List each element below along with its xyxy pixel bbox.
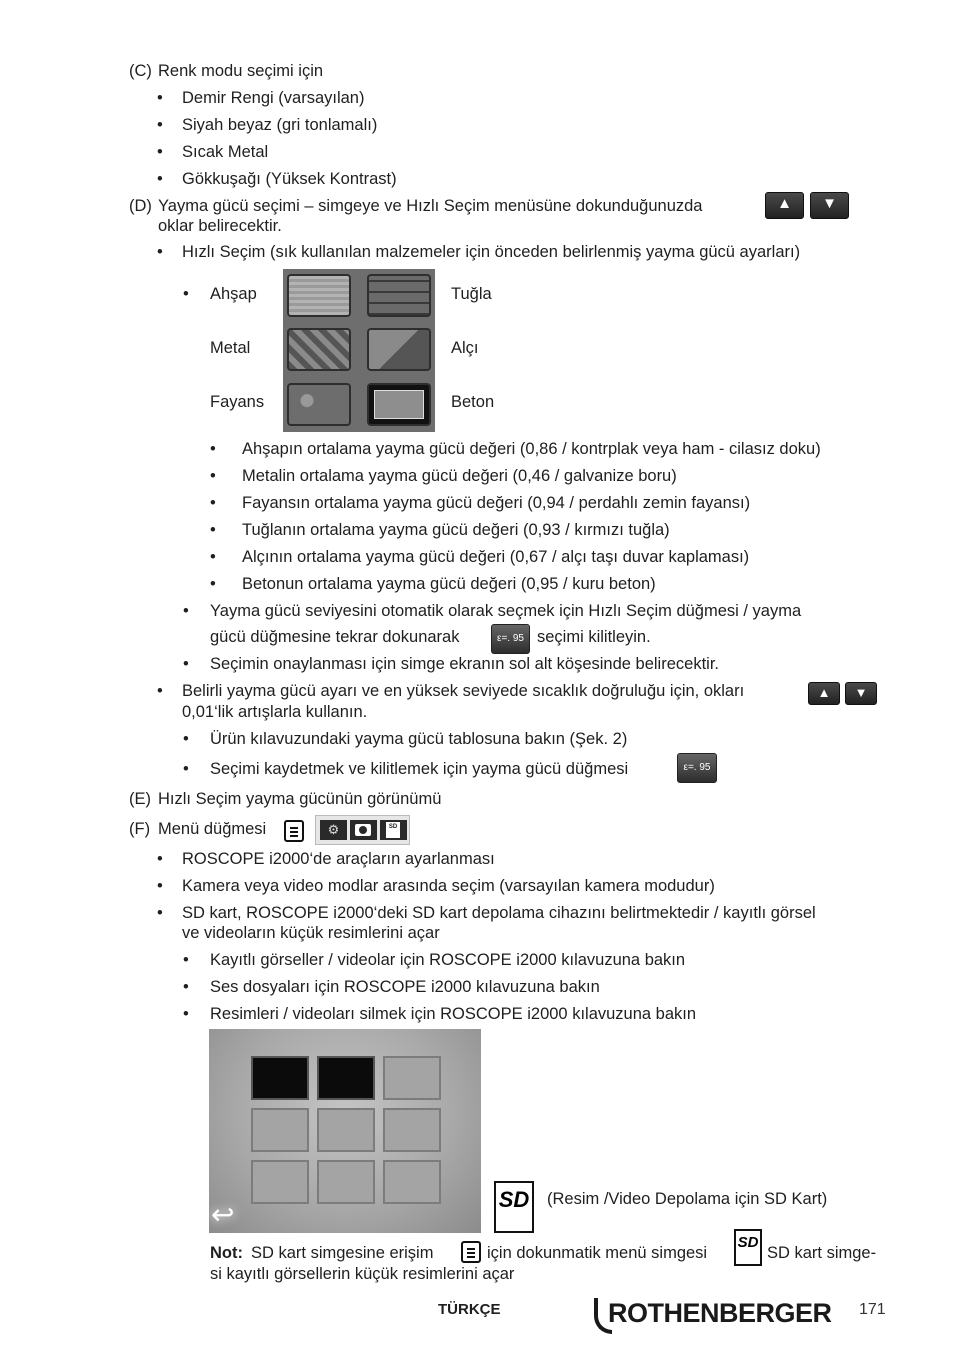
bullet: • <box>157 89 163 107</box>
bullet: • <box>157 850 163 868</box>
thumbnail-image[interactable] <box>317 1056 375 1100</box>
menu-icon[interactable] <box>284 820 304 842</box>
bullet: • <box>157 682 163 700</box>
thumbnail-slot[interactable] <box>383 1056 441 1100</box>
arrow-up-icon: ▲ <box>808 682 840 705</box>
emissivity-value-item: Tuğlanın ortalama yayma gücü değeri (0,93 / kırmızı tuğla) <box>242 521 670 539</box>
save-lock-text: Seçimi kaydetmek ve kilitlemek için yayma gücü düğmesi <box>210 760 629 778</box>
thumbnail-slot[interactable] <box>317 1160 375 1204</box>
specific-line2: 0,01‘lik artışlarla kullanın. <box>182 703 368 721</box>
gear-icon[interactable]: ⚙ <box>320 820 347 840</box>
thumbnail-slot[interactable] <box>383 1160 441 1204</box>
sd-line2: ve videoların küçük resimlerini açar <box>182 924 440 942</box>
section-c-label: (C) <box>129 62 152 80</box>
bullet: • <box>183 655 189 673</box>
sd-card-icon[interactable]: SD <box>494 1181 534 1233</box>
emissivity-value-item: Metalin ortalama yayma gücü değeri (0,46 / galvanize boru) <box>242 467 677 485</box>
material-concrete-label: Beton <box>451 393 495 411</box>
list-item: Ses dosyaları için ROSCOPE i2000 kılavuzuna bakın <box>210 978 600 996</box>
bullet: • <box>183 285 189 303</box>
thumbnail-image[interactable] <box>251 1056 309 1100</box>
thumbnail-slot[interactable] <box>251 1160 309 1204</box>
camera-body <box>355 824 371 836</box>
section-f-label: (F) <box>129 820 151 838</box>
arrow-up-icon: ▲ <box>765 192 804 219</box>
list-item: Siyah beyaz (gri tonlamalı) <box>182 116 378 134</box>
list-item: Kamera veya video modlar arasında seçim (varsayılan kamera modudur) <box>182 877 715 895</box>
auto-select-line2a: gücü düğmesine tekrar dokunarak <box>210 628 460 646</box>
wood-icon[interactable] <box>287 274 351 317</box>
bullet: • <box>157 904 163 922</box>
bullet: • <box>210 467 216 485</box>
thumbnail-screen <box>209 1029 481 1233</box>
material-wood-label: Ahşap <box>210 285 257 303</box>
note-line2: si kayıtlı görsellerin küçük resimlerini açar <box>210 1265 515 1283</box>
material-brick-label: Tuğla <box>451 285 492 303</box>
sd-card-icon: SD <box>734 1229 762 1266</box>
material-tile-label: Fayans <box>210 393 265 411</box>
note-part2: için dokunmatik menü simgesi <box>487 1244 708 1262</box>
list-item: Demir Rengi (varsayılan) <box>182 89 365 107</box>
footer-language: TÜRKÇE <box>438 1301 501 1318</box>
list-item: Kayıtlı görseller / videolar için ROSCOPE i2000 kılavuzuna bakın <box>210 951 686 969</box>
auto-select-line1: Yayma gücü seviyesini otomatik olarak seçmek için Hızlı Seçim düğmesi / yayma <box>210 602 802 620</box>
thumbnail-slot[interactable] <box>317 1108 375 1152</box>
bullet: • <box>210 440 216 458</box>
emissivity-value-item: Alçının ortalama yayma gücü değeri (0,67 / alçı taşı duvar kaplaması) <box>242 548 750 566</box>
emissivity-button[interactable]: ε=. 95 <box>491 624 530 654</box>
arrow-down-icon: ▼ <box>845 682 877 705</box>
list-item: Sıcak Metal <box>182 143 269 161</box>
bullet: • <box>183 951 189 969</box>
camera-icon[interactable] <box>350 820 377 840</box>
bullet: • <box>157 877 163 895</box>
note-part1: SD kart simgesine erişim <box>251 1244 434 1262</box>
section-d-line2: oklar belirecektir. <box>158 217 282 235</box>
emissivity-value-item: Ahşapın ortalama yayma gücü değeri (0,86 / kontrplak veya ham - cilasız doku) <box>242 440 821 458</box>
section-e-text: Hızlı Seçim yayma gücünün görünümü <box>158 790 442 808</box>
plaster-icon[interactable] <box>367 328 431 371</box>
thumbnail-slot[interactable] <box>251 1108 309 1152</box>
list-item: Resimleri / videoları silmek için ROSCOPE i2000 kılavuzuna bakın <box>210 1005 697 1023</box>
section-e-label: (E) <box>129 790 151 808</box>
back-icon[interactable]: ↩ <box>211 1199 235 1230</box>
thumbnail-slot[interactable] <box>383 1108 441 1152</box>
section-d-label: (D) <box>129 197 152 215</box>
camera-lens <box>359 826 367 834</box>
menu-toolbar <box>315 815 410 845</box>
bullet: • <box>157 170 163 188</box>
confirm-text: Seçimin onaylanması için simge ekranın sol alt köşesinde belirecektir. <box>210 655 719 673</box>
menu-icon <box>461 1241 481 1263</box>
arrow-down-icon: ▼ <box>810 192 849 219</box>
list-item: ROSCOPE i2000‘de araçların ayarlanması <box>182 850 495 868</box>
note-label: Not: <box>210 1244 243 1262</box>
page-number: 171 <box>859 1301 886 1318</box>
bullet: • <box>157 243 163 261</box>
brick-icon[interactable] <box>367 274 431 317</box>
brand-logo: ROTHENBERGER <box>608 1298 832 1328</box>
bullet: • <box>210 494 216 512</box>
bullet: • <box>183 602 189 620</box>
material-metal-label: Metal <box>210 339 251 357</box>
bullet: • <box>210 521 216 539</box>
see-table-text: Ürün kılavuzundaki yayma gücü tablosuna bakın (Şek. 2) <box>210 730 628 748</box>
section-c-title: Renk modu seçimi için <box>158 62 324 80</box>
sd-line1: SD kart, ROSCOPE i2000‘deki SD kart depolama cihazını belirtmektedir / kayıtlı görsel <box>182 904 816 922</box>
sd-card-body: SD <box>386 822 400 838</box>
bullet: • <box>210 575 216 593</box>
emissivity-value-item: Betonun ortalama yayma gücü değeri (0,95 / kuru beton) <box>242 575 656 593</box>
section-f-text: Menü düğmesi <box>158 820 267 838</box>
specific-line1: Belirli yayma gücü ayarı ve en yüksek seviyede sıcaklık doğruluğu için, okları <box>182 682 745 700</box>
metal-icon[interactable] <box>287 328 351 371</box>
bullet: • <box>183 1005 189 1023</box>
list-item: Gökkuşağı (Yüksek Kontrast) <box>182 170 397 188</box>
concrete-icon[interactable] <box>367 383 431 426</box>
note-part3: SD kart simge- <box>767 1244 877 1262</box>
tile-icon[interactable] <box>287 383 351 426</box>
concrete-texture <box>374 390 424 419</box>
bullet: • <box>157 116 163 134</box>
bullet: • <box>157 143 163 161</box>
bullet: • <box>210 548 216 566</box>
bullet: • <box>183 760 189 778</box>
sd-card-icon[interactable] <box>380 820 407 840</box>
emissivity-button[interactable]: ε=. 95 <box>677 753 717 783</box>
auto-select-line2b: seçimi kilitleyin. <box>537 628 651 646</box>
bullet: • <box>183 730 189 748</box>
quick-select-text: Hızlı Seçim (sık kullanılan malzemeler için önceden belirlenmiş yayma gücü ayarları) <box>182 243 801 261</box>
sd-caption: (Resim /Video Depolama için SD Kart) <box>547 1190 828 1208</box>
material-plaster-label: Alçı <box>451 339 479 357</box>
bullet: • <box>183 978 189 996</box>
emissivity-value-item: Fayansın ortalama yayma gücü değeri (0,94 / perdahlı zemin fayansı) <box>242 494 751 512</box>
section-d-line1: Yayma gücü seçimi – simgeye ve Hızlı Seçim menüsüne dokunduğunuzda <box>158 197 703 215</box>
